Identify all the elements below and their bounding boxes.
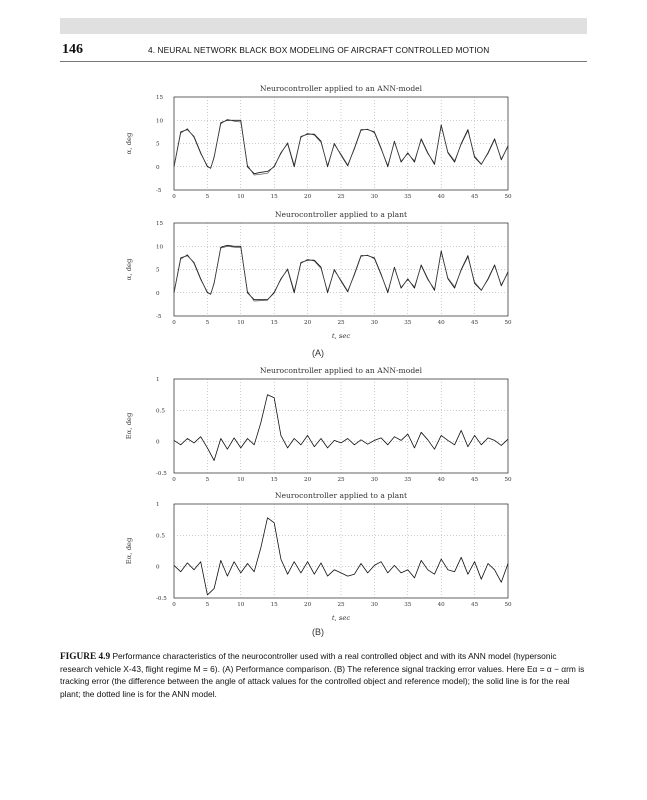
y-tick-label: 10	[156, 118, 164, 125]
series-line-reference	[174, 120, 508, 173]
x-tick-label: 20	[304, 194, 312, 200]
y-tick-label: 5	[156, 267, 160, 274]
x-tick-label: 10	[237, 194, 245, 200]
chart-4	[125, 491, 512, 622]
chart-title: Neurocontroller applied to a plant	[274, 491, 408, 500]
x-tick-label: 10	[237, 320, 245, 326]
x-tick-label: 35	[404, 320, 412, 326]
y-tick-label: 10	[156, 244, 164, 251]
y-tick-label: -0.5	[156, 471, 167, 477]
y-axis-label: α, deg	[125, 132, 133, 155]
x-tick-label: 50	[504, 477, 512, 483]
plot-frame	[174, 379, 508, 473]
x-tick-label: 20	[304, 477, 312, 483]
y-axis-label: Eα, deg	[125, 537, 133, 565]
y-tick-label: -5	[156, 188, 162, 194]
x-tick-label: 40	[437, 602, 445, 608]
x-tick-label: 15	[270, 194, 278, 200]
x-tick-label: 15	[270, 477, 278, 483]
y-tick-label: 1	[156, 502, 160, 508]
y-tick-label: 5	[156, 141, 160, 148]
x-tick-label: 30	[370, 320, 378, 326]
plot-frame	[174, 97, 508, 190]
caption-text: Performance characteristics of the neurocontroller used with a real controlled object and with its ANN model (hypersonic research vehicle X-43, flight regime M = 6). (A) Performance comparison. (B) The reference signal tracking error values. Here Eα = α − αrm is tracking error (the difference between the angle of attack values for the controlled object and reference model); the solid line is for the real plant; the dotted line is for the ANN model.	[60, 651, 585, 699]
x-tick-label: 40	[437, 320, 445, 326]
x-tick-label: 20	[304, 320, 312, 326]
x-tick-label: 35	[404, 477, 412, 483]
figure-caption	[60, 650, 587, 700]
x-tick-label: 0	[172, 194, 176, 200]
panel-a-label: (A)	[312, 348, 324, 358]
y-tick-label: -5	[156, 314, 162, 320]
y-tick-label: 0	[156, 439, 160, 446]
x-tick-label: 45	[471, 194, 479, 200]
x-tick-label: 25	[337, 320, 345, 326]
y-tick-label: -0.5	[156, 596, 167, 602]
chart-3	[125, 366, 512, 483]
x-tick-label: 15	[270, 602, 278, 608]
x-tick-label: 35	[404, 602, 412, 608]
panel-b-label: (B)	[312, 627, 324, 637]
x-tick-label: 10	[237, 477, 245, 483]
plot-frame	[174, 223, 508, 316]
x-tick-label: 45	[471, 320, 479, 326]
x-tick-label: 0	[172, 602, 176, 608]
y-tick-label: 15	[156, 221, 164, 227]
x-tick-label: 40	[437, 477, 445, 483]
y-tick-label: 0.5	[156, 408, 165, 415]
x-tick-label: 30	[370, 477, 378, 483]
chart-title: Neurocontroller applied to an ANN-model	[259, 366, 423, 375]
y-tick-label: 0	[156, 164, 160, 171]
x-tick-label: 25	[337, 477, 345, 483]
x-tick-label: 5	[205, 194, 210, 200]
y-tick-label: 15	[156, 95, 164, 101]
x-tick-label: 20	[304, 602, 312, 608]
y-tick-label: 0.5	[156, 533, 165, 540]
chart-title: Neurocontroller applied to a plant	[274, 210, 408, 219]
y-axis-label: α, deg	[125, 258, 133, 281]
x-tick-label: 50	[504, 320, 512, 326]
caption-label: FIGURE 4.9	[60, 652, 111, 662]
x-axis-label: t, sec	[331, 614, 351, 622]
plot-frame	[174, 504, 508, 598]
chart-2	[125, 210, 512, 340]
x-axis-label: t, sec	[331, 332, 351, 340]
x-tick-label: 5	[205, 477, 210, 483]
x-tick-label: 30	[370, 602, 378, 608]
chart-title: Neurocontroller applied to an ANN-model	[259, 84, 423, 93]
x-tick-label: 45	[471, 477, 479, 483]
x-tick-label: 30	[370, 194, 378, 200]
running-head: 4. NEURAL NETWORK BLACK BOX MODELING OF AIRCRAFT CONTROLLED MOTION	[148, 45, 490, 55]
x-tick-label: 5	[205, 602, 210, 608]
x-tick-label: 50	[504, 602, 512, 608]
x-tick-label: 25	[337, 194, 345, 200]
x-tick-label: 0	[172, 320, 176, 326]
page-number: 146	[62, 42, 83, 57]
y-axis-label: Eα, deg	[125, 412, 133, 440]
x-tick-label: 0	[172, 477, 176, 483]
y-tick-label: 1	[156, 377, 160, 383]
x-tick-label: 40	[437, 194, 445, 200]
x-tick-label: 50	[504, 194, 512, 200]
x-tick-label: 25	[337, 602, 345, 608]
x-tick-label: 5	[205, 320, 210, 326]
x-tick-label: 35	[404, 194, 412, 200]
chart-1	[125, 84, 512, 200]
y-tick-label: 0	[156, 290, 160, 297]
y-tick-label: 0	[156, 564, 160, 571]
series-line-error	[174, 518, 508, 595]
x-tick-label: 45	[471, 602, 479, 608]
x-tick-label: 15	[270, 320, 278, 326]
x-tick-label: 10	[237, 602, 245, 608]
